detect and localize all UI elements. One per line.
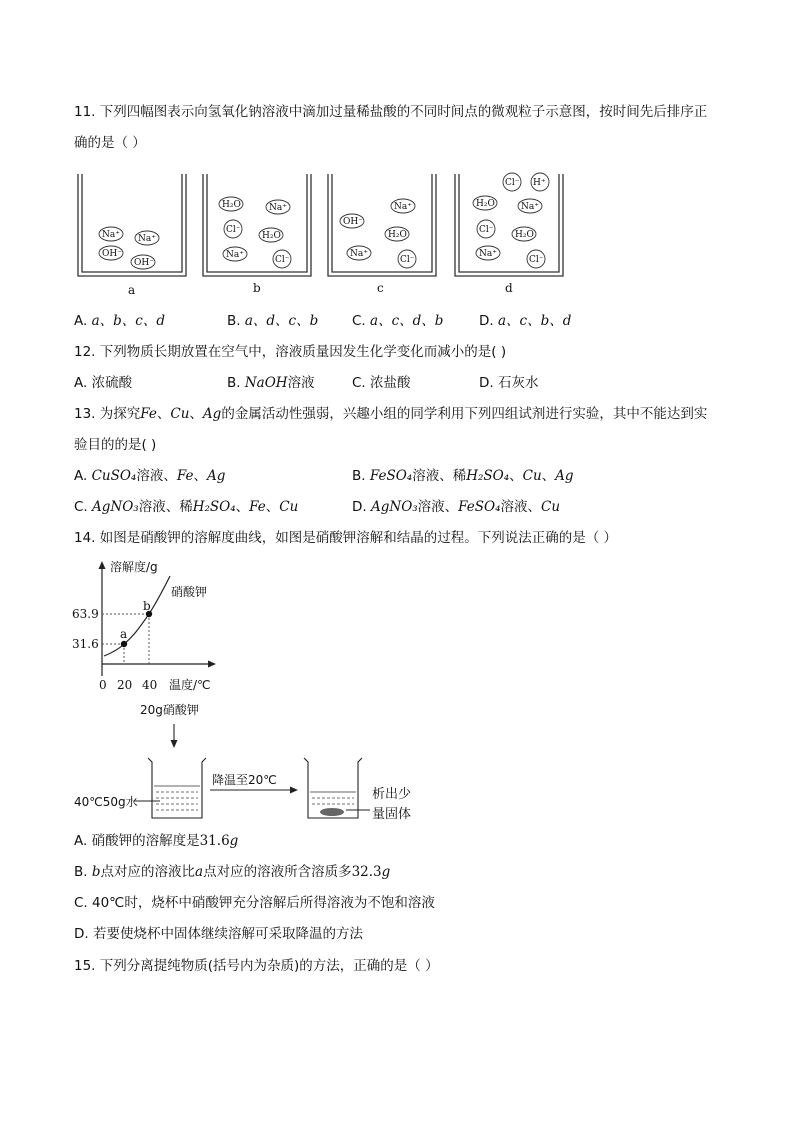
q12-option-c[interactable]: C. 浓盐酸	[352, 375, 411, 391]
cooling-arrow-head	[290, 787, 298, 794]
ion-cl: Cl⁻	[275, 255, 290, 265]
ion-h2o: H₂O	[515, 230, 534, 240]
q12-option-d[interactable]: D. 石灰水	[479, 375, 539, 391]
y-tick-31.6: 31.6	[72, 637, 99, 651]
y-axis-label: 溶解度/g	[110, 560, 158, 574]
down-arrow-head	[171, 740, 178, 748]
beaker-d	[455, 173, 563, 276]
beaker-b	[203, 174, 311, 276]
ion-cl: Cl⁻	[479, 225, 494, 235]
q12-option-b[interactable]: B. NaOH溶液	[227, 375, 315, 391]
q14-option-a[interactable]: A. 硝酸钾的溶解度是31.6g	[74, 833, 239, 849]
point-b-label: b	[143, 599, 151, 613]
ion-na: Na⁺	[102, 230, 120, 240]
dissolve-crystallize-process	[70, 700, 440, 830]
ion-h: H⁺	[533, 178, 546, 188]
ion-na: Na⁺	[226, 250, 244, 260]
ion-oh: OH⁻	[343, 217, 363, 227]
left-beaker	[148, 758, 206, 818]
x-tick-0: 0	[99, 678, 107, 692]
ion-na: Na⁺	[138, 234, 156, 244]
q13-option-a[interactable]: A. CuSO₄溶液、Fe、Ag	[74, 468, 226, 484]
y-tick-63.9: 63.9	[72, 607, 99, 621]
label-d: d	[505, 281, 513, 295]
ion-na: Na⁺	[350, 249, 368, 259]
q11-option-a[interactable]: A. a、b、c、d	[74, 313, 165, 329]
q13-option-d[interactable]: D. AgNO₃溶液、FeSO₄溶液、Cu	[352, 499, 561, 515]
ion-oh: OH⁻	[102, 249, 122, 259]
q13-option-c[interactable]: C. AgNO₃溶液、稀H₂SO₄、Fe、Cu	[74, 499, 299, 515]
ion-na: Na⁺	[479, 249, 497, 259]
x-axis-arrow	[208, 661, 216, 668]
q13-option-b[interactable]: B. FeSO₄溶液、稀H₂SO₄、Cu、Ag	[352, 468, 574, 484]
solubility-curve	[104, 576, 170, 656]
label-a: a	[128, 283, 136, 296]
x-tick-20: 20	[117, 678, 133, 692]
q11-option-b[interactable]: B. a、d、c、b	[227, 313, 319, 329]
q12-stem: 12. 下列物质长期放置在空气中，溶液质量因发生化学变化而减小的是( )	[74, 344, 507, 360]
point-a-label: a	[120, 627, 128, 641]
q15-stem: 15. 下列分离提纯物质(括号内为杂质)的方法，正确的是（ ）	[74, 958, 439, 974]
solubility-graph	[70, 558, 270, 696]
left-beaker-label: 40℃50g水	[74, 795, 138, 809]
y-axis-arrow	[99, 561, 106, 569]
ion-na: Na⁺	[521, 202, 539, 212]
q14-option-b[interactable]: B. b点对应的溶液比a点对应的溶液所含溶质多32.3g	[74, 864, 391, 880]
q11-stem-line1: 11. 下列四幅图表示向氢氧化钠溶液中滴加过量稀盐酸的不同时间点的微观粒子示意图，按时间先后排序正	[74, 104, 708, 120]
q14-option-d[interactable]: D. 若要使烧杯中固体继续溶解可采取降温的方法	[74, 926, 363, 942]
precipitate-label-1: 析出少	[372, 787, 412, 802]
label-b: b	[253, 281, 261, 295]
ion-h2o: H₂O	[476, 199, 495, 209]
q14-stem: 14. 如图是硝酸钾的溶解度曲线，如图是硝酸钾溶解和结晶的过程。下列说法正确的是（ ）	[74, 530, 618, 546]
precipitate-label-2: 量固体	[372, 807, 412, 822]
ion-cl: Cl⁻	[226, 225, 241, 235]
q14-option-c[interactable]: C. 40℃时，烧杯中硝酸钾充分溶解后所得溶液为不饱和溶液	[74, 895, 435, 911]
ion-h2o: H₂O	[222, 200, 241, 210]
precipitated-crystals	[320, 808, 344, 816]
ion-h2o: H₂O	[388, 230, 407, 240]
x-axis-label: 温度/℃	[169, 678, 211, 692]
x-tick-40: 40	[142, 678, 158, 692]
q11-stem-line2: 确的是（ ）	[74, 135, 146, 151]
ion-h2o: H₂O	[262, 231, 281, 241]
q13-stem-line1: 13. 为探究Fe、Cu、Ag的金属活动性强弱，兴趣小组的同学利用下列四组试剂进行实验，其中不能达到实	[74, 406, 708, 422]
cooling-label: 降温至20℃	[212, 773, 277, 787]
beaker-a	[78, 174, 186, 276]
right-solution	[312, 798, 354, 804]
ion-cl: Cl⁻	[529, 255, 544, 265]
q13-stem-line2: 验目的的是( )	[74, 437, 157, 453]
ion-cl: Cl⁻	[400, 255, 415, 265]
add-kno3-label: 20g硝酸钾	[140, 703, 199, 717]
ion-oh: OH⁻	[134, 258, 154, 268]
point-a	[121, 641, 127, 647]
ion-cl: Cl⁻	[505, 178, 520, 188]
left-solution	[156, 792, 198, 810]
beaker-c	[328, 174, 436, 276]
curve-label: 硝酸钾	[171, 585, 208, 599]
ion-na: Na⁺	[394, 202, 412, 212]
q11-option-c[interactable]: C. a、c、d、b	[352, 313, 444, 329]
q12-option-a[interactable]: A. 浓硫酸	[74, 375, 133, 391]
q11-beaker-diagrams	[70, 168, 580, 296]
q11-option-d[interactable]: D. a、c、b、d	[479, 313, 572, 329]
ion-na: Na⁺	[269, 203, 287, 213]
label-c: c	[377, 281, 384, 295]
